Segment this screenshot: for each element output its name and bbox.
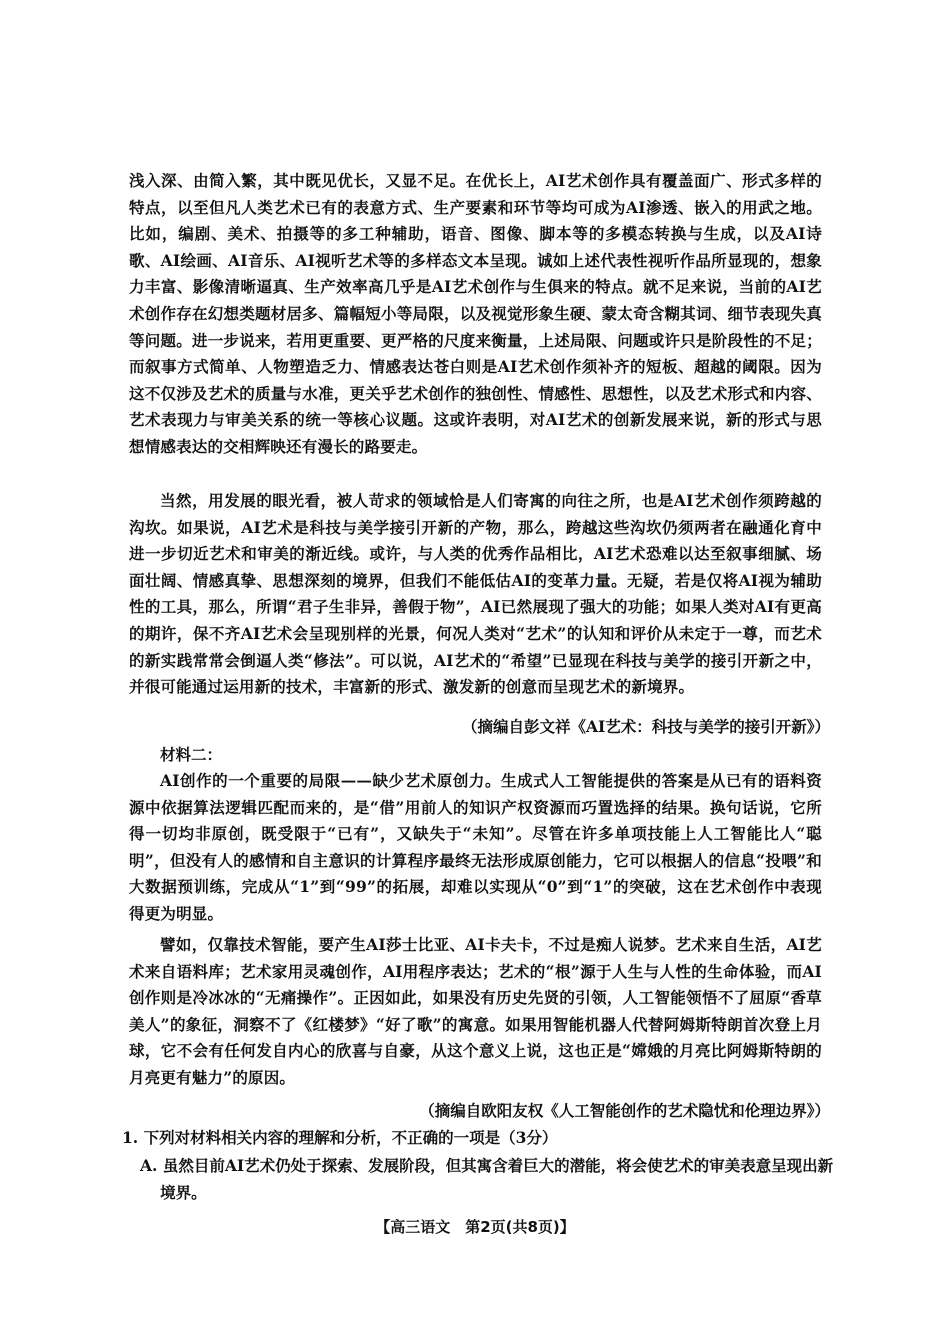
passage-paragraph-4: 譬如，仅靠技术智能，要产生AI莎士比亚、AI卡夫卡，不过是痴人说梦。艺术来自生活，AI艺术来自语料库；艺术家用灵魂创作，AI用程序表达；艺术的“根”源于人生与人性的生命体验，而AI创作则是冷冰冰的“无痛操作”。正因如此，如果没有历史先贤的引领，人工智能领悟不了屈原“香草美人”的象征，洞察不了《红楼梦》“好了歌”的寓意。如果用智能机器人代替阿姆斯特朗首次登上月球，它不会有任何发自内心的欣喜与自豪，从这个意义上说，这也正是“嫦娥的月亮比阿姆斯特朗的月亮更有魅力”的原因。 bbox=[129, 935, 822, 1087]
page-footer: 【高三语文 第2页(共8页)】 bbox=[375, 1218, 575, 1236]
material-two-heading: 材料二： bbox=[160, 745, 223, 764]
passage-paragraph-3: AI创作的一个重要的局限——缺少艺术原创力。生成式人工智能提供的答案是从已有的语料资源中依据算法逻辑匹配而来的，是“借”用前人的知识产权资源而巧置选择的结果。换句话说，它所得一切均非原创，既受限于“已有”，又缺失于“未知”。尽管在许多单项技能上人工智能比人“聪明”，但没有人的感情和自主意识的计算程序最终无法形成原创能力，它可以根据人的信息“投喂”和大数据预训练，完成从“1”到“99”的拓展，却难以实现从“0”到“1”的突破，这在艺术创作中表现得更为明显。 bbox=[129, 771, 822, 923]
citation-2: （摘编自欧阳友权《人工智能创作的艺术隐忧和伦理边界》） bbox=[419, 1101, 830, 1120]
citation-1: （摘编自彭文祥《AI艺术：科技与美学的接引开新》） bbox=[461, 717, 830, 736]
passage-paragraph-2: 当然，用发展的眼光看，被人苛求的领域恰是人们寄寓的向往之所，也是AI艺术创作须跨越的沟坎。如果说，AI艺术是科技与美学接引开新的产物，那么，跨越这些沟坎仍须两者在融通化育中进一步切近艺术和审美的渐近线。或许，与人类的优秀作品相比，AI艺术恐难以达至叙事细腻、场面壮阔、情感真挚、思想深刻的境界，但我们不能低估AI的变革力量。无疑，若是仅将AI视为辅助性的工具，那么，所谓“君子生非异，善假于物”，AI已然展现了强大的功能；如果人类对AI有更高的期许，保不齐AI艺术会呈现别样的光景，何况人类对“艺术”的认知和评价从未定于一尊，而艺术的新实践常常会倒逼人类“修法”。可以说，AI艺术的“希望”已显现在科技与美学的接引开新之中，并很可能通过运用新的技术，丰富新的形式、激发新的创意而呈现艺术的新境界。 bbox=[129, 491, 822, 697]
question-1-option-a: A. 虽然目前AI艺术仍处于探索、发展阶段，但其寓含着巨大的潜能，将会使艺术的审美表意呈现出新境界。 bbox=[140, 1156, 834, 1202]
passage-paragraph-1: 浅入深、由简入繁，其中既见优长，又显不足。在优长上，AI艺术创作具有覆盖面广、形式多样的特点，以至但凡人类艺术已有的表意方式、生产要素和环节等均可成为AI渗透、嵌入的用武之地。比如，编剧、美术、拍摄等的多工种辅助，语音、图像、脚本等的多模态转换与生成，以及AI诗歌、AI绘画、AI音乐、AI视听艺术等的多样态文本呈现。诚如上述代表性视听作品所显现的，想象力丰富、影像清晰逼真、生产效率高几乎是AI艺术创作与生俱来的特点。就不足来说，当前的AI艺术创作存在幻想类题材居多、篇幅短小等局限，以及视觉形象生硬、蒙太奇含糊其词、细节表现失真等问题。进一步说来，若用更重要、更严格的尺度来衡量，上述局限、问题或许只是阶段性的不足；而叙事方式简单、人物塑造乏力、情感表达苍白则是AI艺术创作须补齐的短板、超越的阈限。因为这不仅涉及艺术的质量与水准，更关乎艺术创作的独创性、情感性、思想性，以及艺术形式和内容、艺术表现力与审美关系的统一等核心议题。这或许表明，对AI艺术的创新发展来说，新的形式与思想情感表达的交相辉映还有漫长的路要走。 bbox=[129, 171, 822, 456]
question-1-stem: 1. 下列对材料相关内容的理解和分析，不正确的一项是（3分） bbox=[122, 1128, 558, 1147]
